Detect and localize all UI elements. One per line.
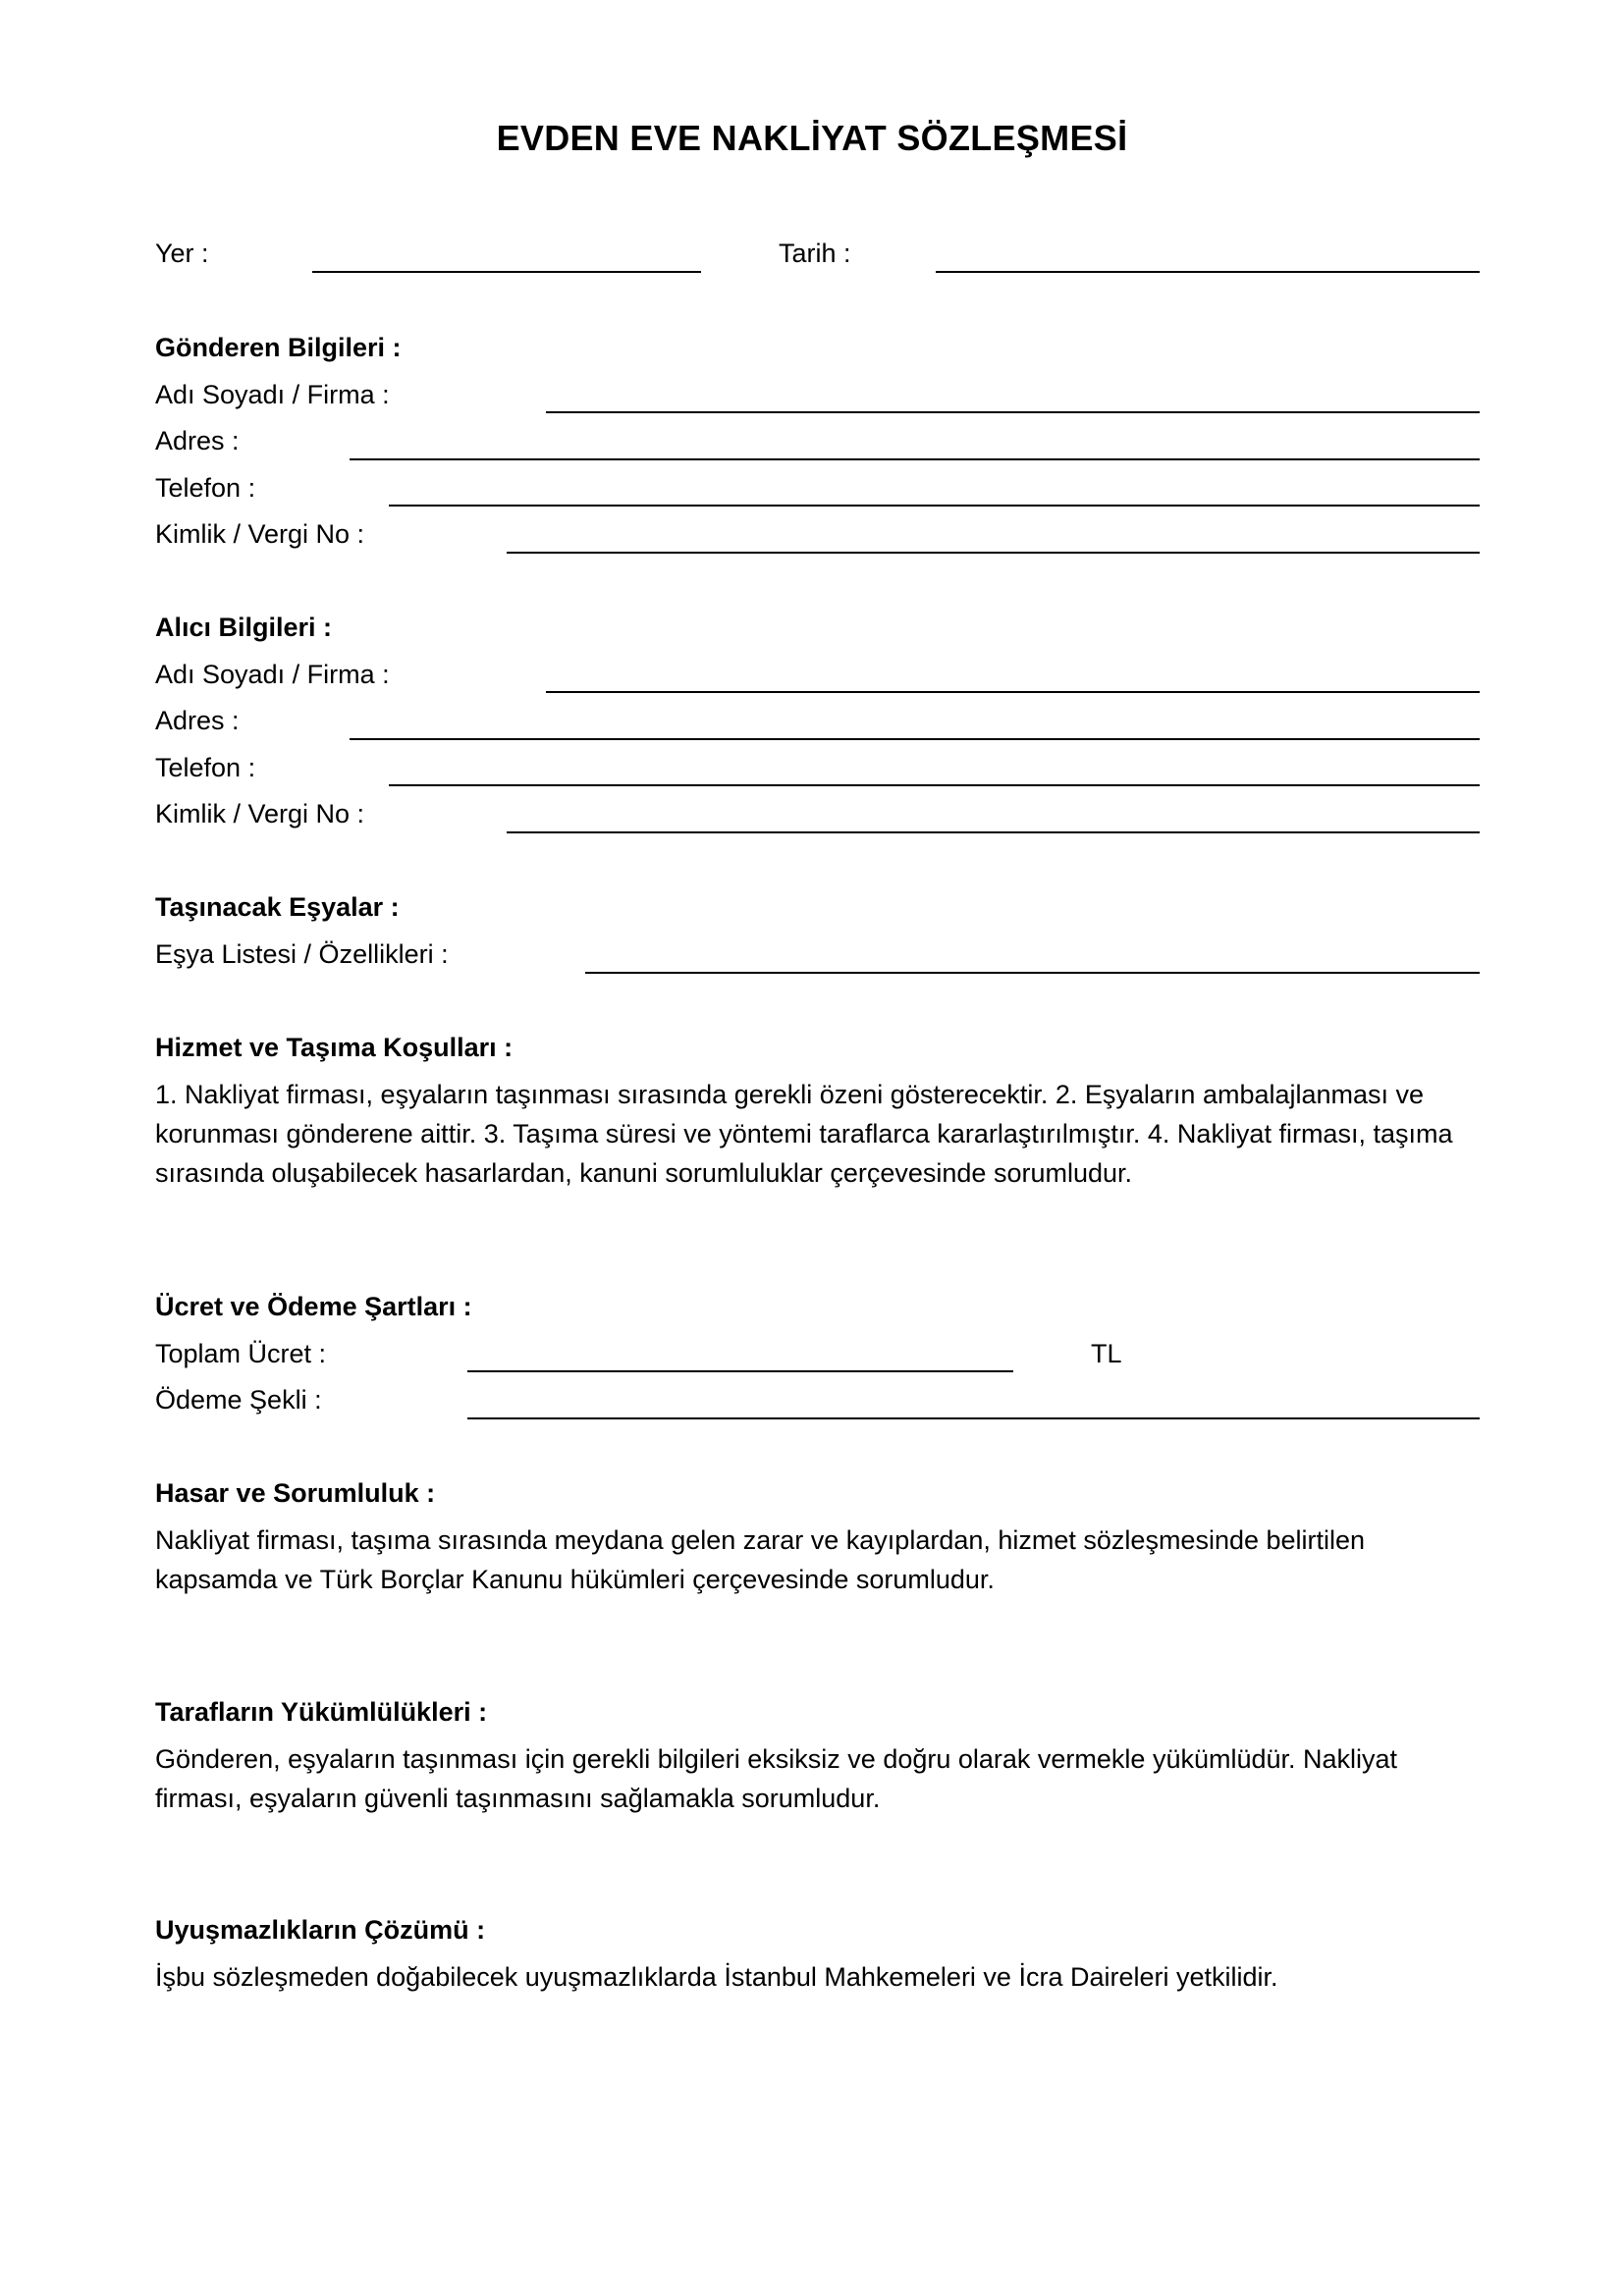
total-fee-field[interactable] [467,1370,1013,1372]
receiver-id-label: Kimlik / Vergi No : [155,799,365,828]
receiver-address-field[interactable] [350,738,1480,740]
receiver-address-label: Adres : [155,706,240,735]
date-field[interactable] [936,271,1480,273]
sender-name-field[interactable] [546,411,1480,413]
receiver-name-field[interactable] [546,691,1480,693]
payment-method-label: Ödeme Şekli : [155,1385,322,1415]
obligations-text: Gönderen, eşyaların taşınması için gerekli bilgileri eksiksiz ve doğru olarak vermekle yükümlüdür. Nakliyat firması, eşyaların güvenli taşınmasını sağlamakla sorumludur. [155,1744,1398,1813]
place-field[interactable] [312,271,701,273]
disputes-heading: Uyuşmazlıkların Çözümü : [155,1915,486,1945]
items-list-field[interactable] [585,972,1480,974]
sender-address-field[interactable] [350,458,1480,460]
items-heading: Taşınacak Eşyalar : [155,892,400,922]
sender-phone-field[interactable] [389,505,1480,507]
conditions-text: 1. Nakliyat firması, eşyaların taşınması sırasında gerekli özeni gösterecektir. 2. Eşyaların ambalajlanması ve korunması gönderene aittir. 3. Taşıma süresi ve yöntemi taraflarca kararlaştırılmıştır. 4. Nakliyat firması, taşıma sırasında oluşabilecek hasarlardan, kanuni sorumluluklar çerçevesinde sorumludur. [155,1080,1453,1188]
currency-label: TL [1091,1339,1122,1368]
sender-heading: Gönderen Bilgileri : [155,333,402,362]
total-fee-label: Toplam Ücret : [155,1339,327,1368]
receiver-name-label: Adı Soyadı / Firma : [155,660,390,689]
sender-id-field[interactable] [507,552,1480,554]
sender-name-label: Adı Soyadı / Firma : [155,380,390,409]
obligations-heading: Tarafların Yükümlülükleri : [155,1697,488,1727]
document-title: EVDEN EVE NAKLİYAT SÖZLEŞMESİ [496,118,1128,158]
disputes-text: İşbu sözleşmeden doğabilecek uyuşmazlıklarda İstanbul Mahkemeleri ve İcra Daireleri yetkilidir. [155,1962,1278,1992]
payment-method-field[interactable] [467,1417,1480,1419]
payment-heading: Ücret ve Ödeme Şartları : [155,1292,472,1321]
damage-heading: Hasar ve Sorumluluk : [155,1478,436,1508]
receiver-phone-field[interactable] [389,784,1480,786]
conditions-heading: Hizmet ve Taşıma Koşulları : [155,1033,514,1062]
sender-address-label: Adres : [155,426,240,455]
receiver-phone-label: Telefon : [155,753,256,782]
place-label: Yer : [155,239,209,268]
items-list-label: Eşya Listesi / Özellikleri : [155,939,449,969]
sender-id-label: Kimlik / Vergi No : [155,519,365,549]
receiver-id-field[interactable] [507,831,1480,833]
receiver-heading: Alıcı Bilgileri : [155,613,333,642]
damage-text: Nakliyat firması, taşıma sırasında meydana gelen zarar ve kayıplardan, hizmet sözleşmesinde belirtilen kapsamda ve Türk Borçlar Kanunu hükümleri çerçevesinde sorumludur. [155,1525,1366,1594]
sender-phone-label: Telefon : [155,473,256,503]
date-label: Tarih : [779,239,851,268]
